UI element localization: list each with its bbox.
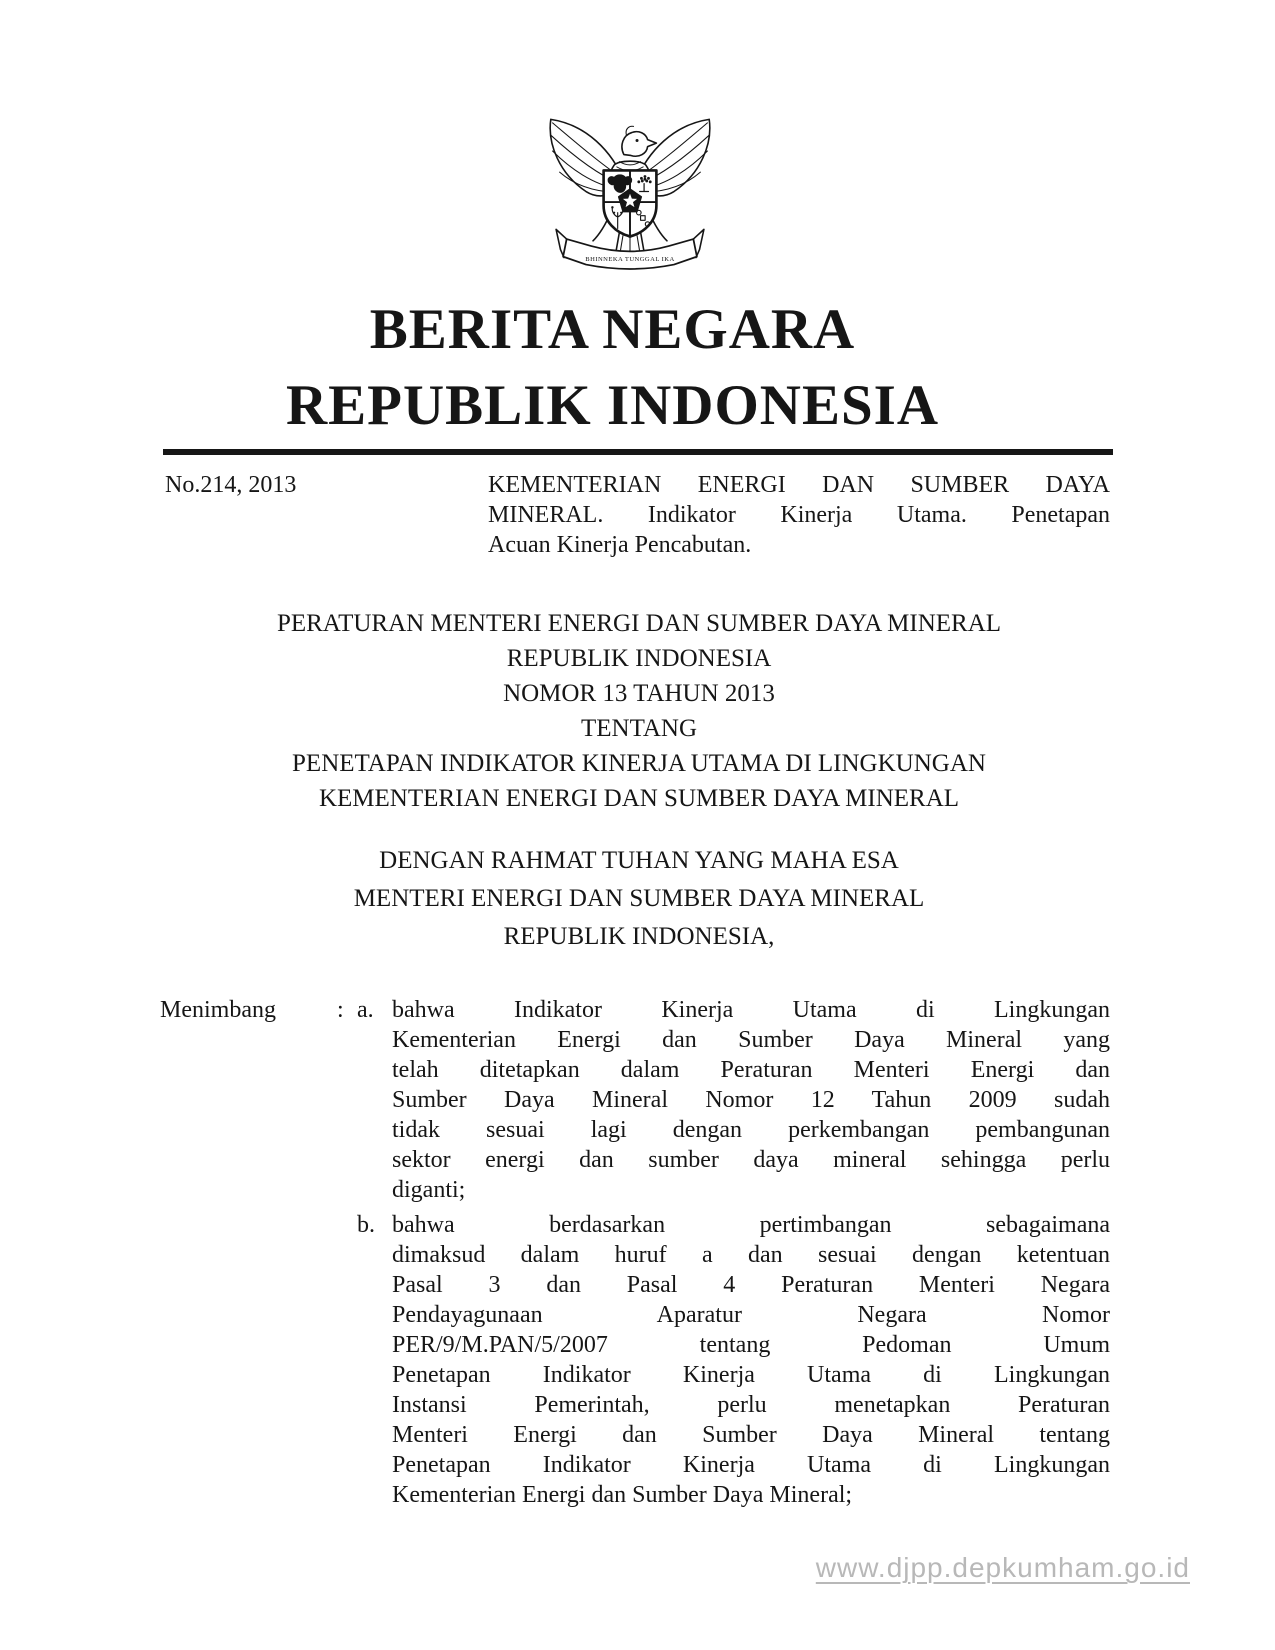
text-line: Penetapan Indikator Kinerja Utama di Lingkungan — [392, 1452, 1110, 1478]
masthead-line-1: BERITA NEGARA — [369, 298, 856, 361]
watermark-url: www.djpp.depkumham.go.id — [815, 1552, 1190, 1583]
text-line: KEMENTERIAN ENERGI DAN SUMBER DAYA MINERAL — [318, 785, 960, 812]
text-line: bahwa Indikator Kinerja Utama di Lingkungan — [392, 997, 1110, 1023]
text-line: Kementerian Energi dan Sumber Daya Mineral; — [392, 1482, 853, 1508]
considering-colon-spacer — [337, 1210, 357, 1510]
pancasila-shield-icon — [604, 170, 657, 236]
motto-text: BHINNEKA TUNGGAL IKA — [585, 256, 675, 264]
text-line: REPUBLIK INDONESIA — [506, 645, 772, 672]
considering-item-b-text — [392, 1210, 1110, 1510]
regulation-title — [165, 606, 1113, 816]
text-line: NOMOR 13 TAHUN 2013 — [503, 680, 775, 707]
considering-item-a-marker: a. — [357, 997, 374, 1023]
text-line: REPUBLIK INDONESIA, — [503, 923, 775, 950]
text-line: Penetapan Indikator Kinerja Utama di Lingkungan — [392, 1362, 1110, 1388]
text-line: Kementerian Energi dan Sumber Daya Mineral yang — [392, 1027, 1110, 1053]
text-line: Instansi Pemerintah, perlu menetapkan Peraturan — [392, 1392, 1110, 1418]
considering-label-spacer — [160, 1210, 337, 1510]
eagle-head — [622, 126, 656, 156]
text-line: Menteri Energi dan Sumber Daya Mineral tentang — [392, 1422, 1110, 1448]
masthead-line-2: REPUBLIK INDONESIA — [285, 374, 940, 437]
text-line: Pendayagunaan Aparatur Negara Nomor — [392, 1302, 1110, 1328]
considering-colon: : — [337, 997, 344, 1023]
text-line: Pasal 3 dan Pasal 4 Peraturan Menteri Negara — [392, 1272, 1110, 1298]
masthead — [100, 292, 1125, 444]
text-line: TENTANG — [580, 715, 698, 742]
considering-section — [160, 995, 1110, 1510]
text-line: diganti; — [392, 1177, 466, 1203]
considering-item-b-marker: b. — [357, 1212, 375, 1238]
invocation — [165, 842, 1113, 956]
text-line: Acuan Kinerja Pencabutan. — [488, 532, 752, 558]
text-line: PER/9/M.PAN/5/2007 tentang Pedoman Umum — [392, 1332, 1110, 1358]
gazette-subject — [488, 470, 1110, 560]
considering-item-a-text — [392, 995, 1110, 1205]
text-line: sektor energi dan sumber daya mineral sehingga perlu — [392, 1147, 1110, 1173]
garuda-pancasila-emblem — [542, 93, 718, 283]
text-line: tidak sesuai lagi dengan perkembangan pembangunan — [392, 1117, 1110, 1143]
text-line: MENTERI ENERGI DAN SUMBER DAYA MINERAL — [353, 885, 925, 912]
text-line: bahwa berdasarkan pertimbangan sebagaimana — [392, 1212, 1110, 1238]
text-line: KEMENTERIAN ENERGI DAN SUMBER DAYA — [488, 472, 1110, 498]
gazette-number: No.214, 2013 — [165, 472, 297, 498]
text-line: telah ditetapkan dalam Peraturan Menteri Energi dan — [392, 1057, 1110, 1083]
text-line: MINERAL. Indikator Kinerja Utama. Penetapan — [488, 502, 1110, 528]
masthead-divider-rule — [163, 449, 1113, 455]
text-line: PERATURAN MENTERI ENERGI DAN SUMBER DAYA MINERAL — [276, 610, 1002, 637]
considering-label: Menimbang — [160, 997, 276, 1023]
text-line: PENETAPAN INDIKATOR KINERJA UTAMA DI LINGKUNGAN — [292, 750, 986, 777]
text-line: dimaksud dalam huruf a dan sesuai dengan ketentuan — [392, 1242, 1110, 1268]
text-line: Sumber Daya Mineral Nomor 12 Tahun 2009 sudah — [392, 1087, 1110, 1113]
text-line: DENGAN RAHMAT TUHAN YANG MAHA ESA — [379, 847, 899, 874]
